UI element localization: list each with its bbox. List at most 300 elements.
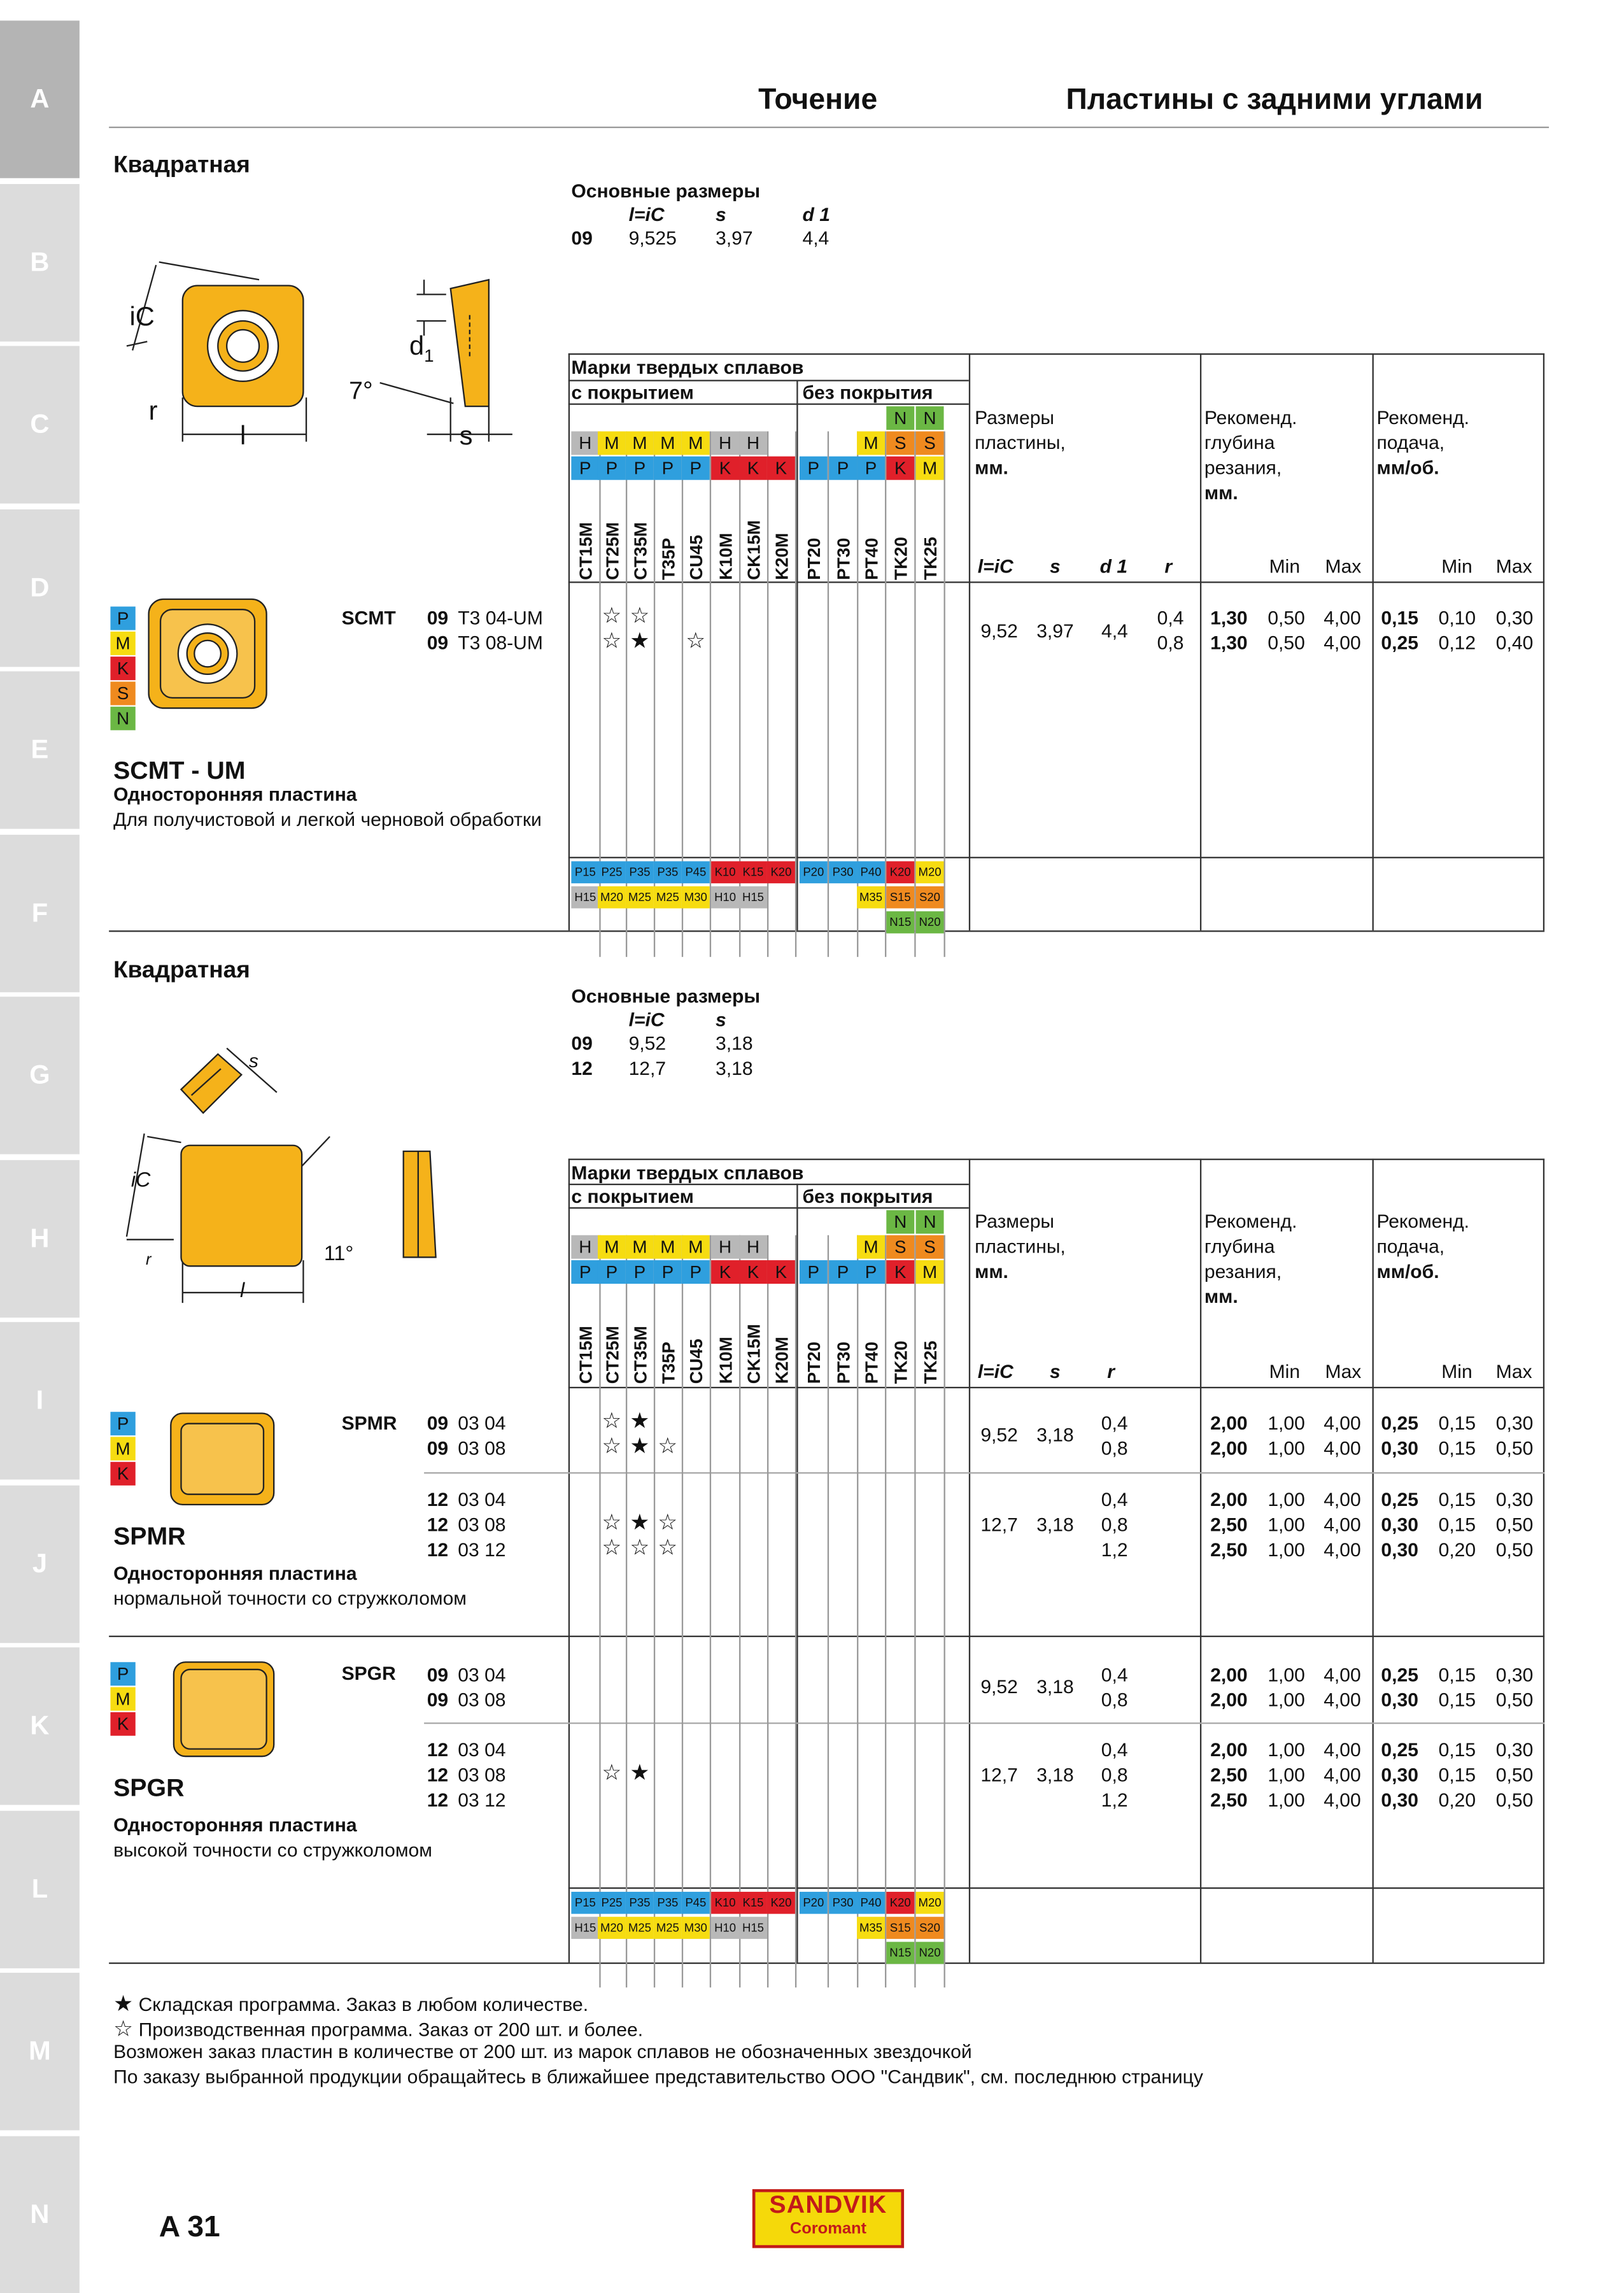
drawing1-angle-label: 7° bbox=[349, 376, 373, 405]
t1-h-5: H bbox=[711, 431, 739, 455]
scmt-r2-cu45: ☆ bbox=[686, 628, 706, 654]
spmr-row-f-min: 0,15 bbox=[1438, 1513, 1476, 1536]
spmr-row-f-min: 0,15 bbox=[1438, 1488, 1476, 1511]
spmr-row-size: 09 bbox=[427, 1437, 449, 1459]
spmr-1208-ct25m: ☆ bbox=[602, 1510, 622, 1536]
t1-p-5: K bbox=[711, 457, 739, 480]
spmr-row-code: 03 04 bbox=[458, 1412, 506, 1434]
t1-grade-5: K10M bbox=[716, 532, 737, 580]
header-divider bbox=[109, 127, 1549, 128]
side-tab-N[interactable]: N bbox=[0, 2136, 80, 2293]
t1-depth-title-4: мм. bbox=[1204, 481, 1238, 504]
spmr-row-code: 03 08 bbox=[458, 1437, 506, 1459]
scmt-row-f: 0,25 bbox=[1381, 631, 1418, 654]
section2-dims-s-2: 3,18 bbox=[716, 1057, 753, 1079]
scmt-row-r: 0,4 bbox=[1157, 606, 1184, 629]
t1-sizes-title-2: пластины, bbox=[975, 431, 1066, 454]
spgr-s: 3,18 bbox=[1036, 1763, 1074, 1786]
side-tab-L[interactable]: L bbox=[0, 1810, 80, 1968]
t2-footer-row2-3: M25 bbox=[654, 1917, 682, 1939]
t1-feed-title-2: подача, bbox=[1376, 431, 1445, 454]
spgr-row-f: 0,30 bbox=[1381, 1789, 1418, 1811]
spmr-row-r: 0,8 bbox=[1101, 1437, 1128, 1459]
spmr-row-f: 0,30 bbox=[1381, 1513, 1418, 1536]
t2-grade-9: PT30 bbox=[833, 1341, 854, 1384]
t1-footer-row1-2: P35 bbox=[626, 862, 654, 884]
t2-footer-row3-11: N15 bbox=[886, 1942, 914, 1964]
spgr-row-ap-max: 4,00 bbox=[1324, 1738, 1361, 1761]
t2-p-3: P bbox=[654, 1260, 682, 1284]
t1-grade-2: CT35M bbox=[630, 522, 651, 580]
spgr-row-f-max: 0,50 bbox=[1495, 1688, 1534, 1711]
t2-p-11: K bbox=[886, 1260, 914, 1284]
t1-feed-title-1: Рекоменд. bbox=[1376, 406, 1470, 429]
t1-depth-title-2: глубина bbox=[1204, 431, 1275, 454]
spgr-row-f: 0,25 bbox=[1381, 1663, 1418, 1686]
spmr-row-ap: 2,00 bbox=[1210, 1412, 1248, 1434]
t1-footer-row2-11: S15 bbox=[886, 886, 914, 909]
spmr-row-f-max: 0,50 bbox=[1495, 1513, 1534, 1536]
t1-p-4: P bbox=[682, 457, 710, 480]
side-tab-D[interactable]: D bbox=[0, 509, 80, 666]
drawing2-l-label: l bbox=[239, 1277, 245, 1302]
spmr-1208-ct35m: ★ bbox=[630, 1510, 650, 1536]
page-title: Пластины с задними углами bbox=[1066, 83, 1483, 117]
t2-footer-row1-5: K10 bbox=[711, 1892, 739, 1914]
section2-dims-s-1: 3,18 bbox=[716, 1032, 753, 1054]
t1-p-7: K bbox=[767, 457, 795, 480]
spmr-0908-ct35m: ★ bbox=[630, 1433, 650, 1459]
spgr-row-f-max: 0,50 bbox=[1495, 1789, 1534, 1811]
scmt-s: 3,97 bbox=[1036, 620, 1074, 642]
spgr-row-f: 0,30 bbox=[1381, 1688, 1418, 1711]
drawing1-ic-label: iC bbox=[129, 301, 155, 332]
t1-footer-row2-5: H10 bbox=[711, 886, 739, 909]
iso-P: P bbox=[110, 607, 135, 630]
t2-grades-title: Марки твердых сплавов bbox=[571, 1161, 804, 1184]
t1-col-s: s bbox=[1050, 555, 1061, 578]
t2-sizes-title-1: Размеры bbox=[975, 1210, 1055, 1233]
t2-p-9: P bbox=[829, 1260, 857, 1284]
scmt-row-ap-max: 4,00 bbox=[1324, 631, 1361, 654]
t1-footer-row2-0: H15 bbox=[571, 886, 599, 909]
t2-footer-row1-3: P35 bbox=[654, 1892, 682, 1914]
section1-dims-title: Основные размеры bbox=[571, 180, 761, 202]
spmr-row-f-max: 0,30 bbox=[1495, 1412, 1534, 1434]
spgr-row-ap-max: 4,00 bbox=[1324, 1789, 1361, 1811]
t2-depth-title-3: резания, bbox=[1204, 1260, 1282, 1282]
scmt-row-r: 0,8 bbox=[1157, 631, 1184, 654]
t1-h-10: M bbox=[857, 431, 885, 455]
section2-dims-size-1: 09 bbox=[571, 1032, 593, 1054]
section2-dims-h1: l=iC bbox=[628, 1008, 665, 1031]
t2-footer-row1-0: P15 bbox=[571, 1892, 599, 1914]
t1-sizes-title-1: Размеры bbox=[975, 406, 1055, 429]
spgr-row-ap-max: 4,00 bbox=[1324, 1663, 1361, 1686]
spmr-row-size: 12 bbox=[427, 1488, 449, 1511]
drawing1-s-label: s bbox=[459, 421, 473, 451]
t2-grade-6: CK15M bbox=[743, 1324, 765, 1384]
t2-footer-row1-9: P30 bbox=[829, 1892, 857, 1914]
scmt-row-f-max: 0,30 bbox=[1495, 606, 1534, 629]
t2-h-3: M bbox=[654, 1235, 682, 1259]
page-number: A 31 bbox=[159, 2211, 220, 2244]
scmt-desc-bold: Односторонняя пластина bbox=[113, 783, 357, 806]
spmr-1208-t35p: ☆ bbox=[658, 1510, 678, 1536]
iso-M: M bbox=[110, 1687, 135, 1711]
t1-footer-row2-1: M20 bbox=[598, 886, 626, 909]
t2-footer-row2-10: M35 bbox=[857, 1917, 885, 1939]
spgr-row-code: 03 08 bbox=[458, 1688, 506, 1711]
t2-footer-row2-11: S15 bbox=[886, 1917, 914, 1939]
t1-footer-row1-3: P35 bbox=[654, 862, 682, 884]
t1-footer-row3-12: N20 bbox=[916, 911, 944, 934]
scmt-row-ap-min: 0,50 bbox=[1267, 631, 1305, 654]
spmr-row-code: 03 08 bbox=[458, 1513, 506, 1536]
scmt-r2-ct35m: ★ bbox=[630, 628, 650, 654]
iso-N: N bbox=[110, 707, 135, 730]
spmr-row-ap-max: 4,00 bbox=[1324, 1513, 1361, 1536]
spmr-row-f: 0,25 bbox=[1381, 1488, 1418, 1511]
t1-grade-12: TK25 bbox=[920, 537, 941, 580]
spgr-row-ap: 2,00 bbox=[1210, 1663, 1248, 1686]
spgr-row-ap-min: 1,00 bbox=[1267, 1663, 1305, 1686]
t1-p-3: P bbox=[654, 457, 682, 480]
spgr-row-r: 0,8 bbox=[1101, 1763, 1128, 1786]
spmr-0904-ct25m: ☆ bbox=[602, 1409, 622, 1434]
t2-h-11: S bbox=[886, 1235, 914, 1259]
section1-dims-size: 09 bbox=[571, 227, 593, 249]
t1-grade-1: CT25M bbox=[602, 522, 623, 580]
scmt-row-ap-max: 4,00 bbox=[1324, 606, 1361, 629]
t1-p-11: K bbox=[886, 457, 914, 480]
scmt-r1-ct35m: ☆ bbox=[630, 603, 650, 629]
spgr-row-f-min: 0,15 bbox=[1438, 1763, 1476, 1786]
drawing1-d1-label: $d_1$ bbox=[409, 331, 434, 366]
scmt-code: SCMT bbox=[341, 606, 396, 629]
section2-dims-title: Основные размеры bbox=[571, 984, 761, 1007]
scmt-row-code: T3 04-UM bbox=[458, 606, 543, 629]
section1-dims-h2: s bbox=[716, 203, 726, 225]
spgr-s: 3,18 bbox=[1036, 1675, 1074, 1698]
spgr-code: SPGR bbox=[341, 1662, 396, 1684]
t2-h-0: H bbox=[571, 1235, 599, 1259]
scmt-row-f-max: 0,40 bbox=[1495, 631, 1534, 654]
spmr-1212-ct25m: ☆ bbox=[602, 1535, 622, 1561]
side-tab-G[interactable]: G bbox=[0, 997, 80, 1154]
spgr-row-r: 0,4 bbox=[1101, 1738, 1128, 1761]
iso-K: K bbox=[110, 657, 135, 680]
spmr-row-f: 0,30 bbox=[1381, 1538, 1418, 1561]
t1-sizes-title-3: мм. bbox=[975, 456, 1008, 479]
spmr-insert-icon bbox=[165, 1409, 283, 1512]
spmr-row-ap-min: 1,00 bbox=[1267, 1437, 1305, 1459]
t2-uncoated: без покрытия bbox=[802, 1185, 933, 1207]
spmr-technical-drawing bbox=[115, 1030, 468, 1310]
t1-grade-7: K20M bbox=[771, 532, 793, 580]
t2-footer-row2-5: H10 bbox=[711, 1917, 739, 1939]
spmr-row-code: 03 12 bbox=[458, 1538, 506, 1561]
scmt-row-ap-min: 0,50 bbox=[1267, 606, 1305, 629]
section-title: Точение bbox=[758, 83, 878, 117]
t2-grade-0: CT15M bbox=[575, 1326, 597, 1384]
t1-grade-9: PT30 bbox=[833, 537, 854, 580]
t2-footer-row2-4: M30 bbox=[682, 1917, 710, 1939]
section1-dims-ic: 9,525 bbox=[628, 227, 677, 249]
t2-col-f-min: Min bbox=[1441, 1360, 1472, 1382]
spgr-1208-ct25m: ☆ bbox=[602, 1761, 622, 1786]
scmt-name: SCMT - UM bbox=[113, 756, 246, 785]
t2-footer-row1-12: M20 bbox=[916, 1892, 944, 1914]
t2-footer-row2-12: S20 bbox=[916, 1917, 944, 1939]
scmt-row-ap: 1,30 bbox=[1210, 631, 1248, 654]
spmr-row-size: 12 bbox=[427, 1538, 449, 1561]
spmr-row-ap: 2,00 bbox=[1210, 1437, 1248, 1459]
t2-grade-3: T35P bbox=[658, 1341, 679, 1384]
t2-h-5: H bbox=[711, 1235, 739, 1259]
t2-col-ap-max: Max bbox=[1325, 1360, 1362, 1382]
t2-footer-row1-7: K20 bbox=[767, 1892, 795, 1914]
t1-p-12: M bbox=[916, 457, 944, 480]
t2-grade-11: TK20 bbox=[891, 1340, 912, 1384]
spgr-row-f: 0,30 bbox=[1381, 1763, 1418, 1786]
side-tab-H[interactable]: H bbox=[0, 1160, 80, 1317]
t1-depth-title-1: Рекоменд. bbox=[1204, 406, 1297, 429]
spgr-row-code: 03 04 bbox=[458, 1738, 506, 1761]
legend-note-2: По заказу выбранной продукции обращайтесь в ближайшее представительство ООО "Сандвик", см. последнюю страницу bbox=[113, 2065, 1203, 2088]
t2-p-10: P bbox=[857, 1260, 885, 1284]
spgr-row-f-max: 0,30 bbox=[1495, 1738, 1534, 1761]
spmr-row-ap-min: 1,00 bbox=[1267, 1488, 1305, 1511]
iso-K: K bbox=[110, 1712, 135, 1736]
spgr-row-code: 03 08 bbox=[458, 1763, 506, 1786]
spmr-desc: нормальной точности со стружколомом bbox=[113, 1587, 467, 1610]
t2-footer-row1-1: P25 bbox=[598, 1892, 626, 1914]
spmr-row-ap-min: 1,00 bbox=[1267, 1538, 1305, 1561]
t1-footer-row1-4: P45 bbox=[682, 862, 710, 884]
drawing2-ic-label: iC bbox=[131, 1167, 151, 1191]
spmr-1212-t35p: ☆ bbox=[658, 1535, 678, 1561]
spmr-row-ap: 2,00 bbox=[1210, 1488, 1248, 1511]
scmt-desc: Для получистовой и легкой черновой обработки bbox=[113, 808, 542, 830]
scmt-insert-icon bbox=[143, 596, 275, 714]
t2-h-2: M bbox=[626, 1235, 654, 1259]
scmt-r1-ct25m: ☆ bbox=[602, 603, 622, 629]
t1-h-11: S bbox=[886, 431, 914, 455]
spgr-row-r: 0,8 bbox=[1101, 1688, 1128, 1711]
t2-h-10: M bbox=[857, 1235, 885, 1259]
spmr-ic: 12,7 bbox=[980, 1513, 1018, 1536]
scmt-row-ap: 1,30 bbox=[1210, 606, 1248, 629]
spmr-row-size: 09 bbox=[427, 1412, 449, 1434]
side-tab-K[interactable]: K bbox=[0, 1647, 80, 1805]
t1-grade-0: CT15M bbox=[575, 522, 597, 580]
t2-footer-row1-11: K20 bbox=[886, 1892, 914, 1914]
t1-footer-row1-10: P40 bbox=[857, 862, 885, 884]
spmr-row-f-max: 0,50 bbox=[1495, 1538, 1534, 1561]
t2-col-ap-min: Min bbox=[1269, 1360, 1301, 1382]
t2-grade-12: TK25 bbox=[920, 1340, 941, 1384]
t1-footer-row1-1: P25 bbox=[598, 862, 626, 884]
t2-col-r: r bbox=[1107, 1360, 1115, 1382]
t1-p-10: P bbox=[857, 457, 885, 480]
t2-feed-title-2: подача, bbox=[1376, 1235, 1445, 1258]
scmt-row-size: 09 bbox=[427, 606, 449, 629]
t2-footer-row3-12: N20 bbox=[916, 1942, 944, 1964]
t2-footer-row1-10: P40 bbox=[857, 1892, 885, 1914]
t1-col-ap-min: Min bbox=[1269, 555, 1301, 578]
t2-p-12: M bbox=[916, 1260, 944, 1284]
t1-feed-title-3: мм/об. bbox=[1376, 456, 1439, 479]
t2-p-7: K bbox=[767, 1260, 795, 1284]
t1-h-2: M bbox=[626, 431, 654, 455]
t1-h-4: M bbox=[682, 431, 710, 455]
t1-footer-row2-4: M30 bbox=[682, 886, 710, 909]
iso-P: P bbox=[110, 1412, 135, 1435]
spgr-row-ap-max: 4,00 bbox=[1324, 1763, 1361, 1786]
t2-p-6: K bbox=[739, 1260, 767, 1284]
t2-col-ic: l=iC bbox=[977, 1360, 1013, 1382]
t2-grade-10: PT40 bbox=[861, 1341, 882, 1384]
spgr-row-code: 03 12 bbox=[458, 1789, 506, 1811]
t2-depth-title-2: глубина bbox=[1204, 1235, 1275, 1258]
t2-h-1: M bbox=[598, 1235, 626, 1259]
scmt-row-code: T3 08-UM bbox=[458, 631, 543, 654]
t2-col-s: s bbox=[1050, 1360, 1061, 1382]
side-tab-M[interactable]: M bbox=[0, 1973, 80, 2130]
spgr-row-f-min: 0,15 bbox=[1438, 1663, 1476, 1686]
spgr-row-ap-max: 4,00 bbox=[1324, 1688, 1361, 1711]
spgr-row-ap-min: 1,00 bbox=[1267, 1763, 1305, 1786]
t1-grades-title: Марки твердых сплавов bbox=[571, 356, 804, 379]
scmt-row-f-min: 0,12 bbox=[1438, 631, 1476, 654]
spmr-row-f-max: 0,30 bbox=[1495, 1488, 1534, 1511]
spmr-row-code: 03 04 bbox=[458, 1488, 506, 1511]
spgr-row-ap: 2,00 bbox=[1210, 1688, 1248, 1711]
spmr-name: SPMR bbox=[113, 1522, 186, 1551]
t2-depth-title-4: мм. bbox=[1204, 1285, 1238, 1308]
spgr-insert-icon bbox=[165, 1658, 283, 1763]
spmr-row-f: 0,30 bbox=[1381, 1437, 1418, 1459]
spgr-row-r: 0,4 bbox=[1101, 1663, 1128, 1686]
spgr-row-f: 0,25 bbox=[1381, 1738, 1418, 1761]
drawing1-r-label: r bbox=[148, 395, 158, 426]
t2-p-4: P bbox=[682, 1260, 710, 1284]
spmr-row-f-min: 0,15 bbox=[1438, 1412, 1476, 1434]
t2-sizes-title-2: пластины, bbox=[975, 1235, 1066, 1258]
t1-footer-row1-8: P20 bbox=[800, 862, 828, 884]
spgr-row-code: 03 04 bbox=[458, 1663, 506, 1686]
t1-footer-row1-11: K20 bbox=[886, 862, 914, 884]
spmr-row-ap-max: 4,00 bbox=[1324, 1488, 1361, 1511]
section2-dims-h2: s bbox=[716, 1008, 726, 1031]
t2-grade-5: K10M bbox=[716, 1337, 737, 1384]
spmr-row-ap-min: 1,00 bbox=[1267, 1412, 1305, 1434]
drawing1-l-label: l bbox=[239, 421, 246, 451]
spmr-row-f-min: 0,20 bbox=[1438, 1538, 1476, 1561]
scmt-row-f-min: 0,10 bbox=[1438, 606, 1476, 629]
t2-feed-title-1: Рекоменд. bbox=[1376, 1210, 1470, 1233]
t2-p-8: P bbox=[800, 1260, 828, 1284]
t2-grade-4: CU45 bbox=[686, 1338, 707, 1384]
t1-p-0: P bbox=[571, 457, 599, 480]
t1-footer-row1-7: K20 bbox=[767, 862, 795, 884]
t2-sizes-title-3: мм. bbox=[975, 1260, 1008, 1282]
scmt-row-size: 09 bbox=[427, 631, 449, 654]
t1-p-9: P bbox=[829, 457, 857, 480]
t2-footer-row1-2: P35 bbox=[626, 1892, 654, 1914]
t1-footer-row2-12: S20 bbox=[916, 886, 944, 909]
sandvik-logo: SANDVIK Coromant bbox=[752, 2189, 904, 2248]
side-tab-B[interactable]: B bbox=[0, 183, 80, 341]
spmr-row-size: 12 bbox=[427, 1513, 449, 1536]
spgr-ic: 9,52 bbox=[980, 1675, 1018, 1698]
t1-h-6: H bbox=[739, 431, 767, 455]
spmr-row-f-max: 0,50 bbox=[1495, 1437, 1534, 1459]
spgr-row-ap-min: 1,00 bbox=[1267, 1688, 1305, 1711]
t2-col-f-max: Max bbox=[1495, 1360, 1532, 1382]
t1-col-ic: l=iC bbox=[977, 555, 1013, 578]
t2-grade-8: PT20 bbox=[803, 1341, 825, 1384]
spgr-row-ap: 2,00 bbox=[1210, 1738, 1248, 1761]
side-tab-C[interactable]: C bbox=[0, 346, 80, 503]
t1-col-d1: d 1 bbox=[1099, 555, 1128, 578]
side-tab-F[interactable]: F bbox=[0, 834, 80, 991]
spgr-desc: высокой точности со стружколомом bbox=[113, 1838, 432, 1861]
spgr-name: SPGR bbox=[113, 1773, 185, 1802]
scmt-r2-ct25m: ☆ bbox=[602, 628, 622, 654]
spmr-row-ap-min: 1,00 bbox=[1267, 1513, 1305, 1536]
t1-grade-10: PT40 bbox=[861, 537, 882, 580]
t2-grade-1: CT25M bbox=[602, 1326, 623, 1384]
spgr-row-ap: 2,50 bbox=[1210, 1789, 1248, 1811]
t1-p-1: P bbox=[598, 457, 626, 480]
t1-footer-row1-5: K10 bbox=[711, 862, 739, 884]
t2-depth-title-1: Рекоменд. bbox=[1204, 1210, 1297, 1233]
t1-footer-row1-0: P15 bbox=[571, 862, 599, 884]
t2-footer-row2-2: M25 bbox=[626, 1917, 654, 1939]
t2-footer-row1-6: K15 bbox=[739, 1892, 767, 1914]
t2-h-12: S bbox=[916, 1235, 944, 1259]
side-tab-A[interactable]: A bbox=[0, 20, 80, 178]
t1-footer-row1-9: P30 bbox=[829, 862, 857, 884]
drawing2-angle-label: 11° bbox=[323, 1241, 354, 1265]
t1-footer-row1-12: M20 bbox=[916, 862, 944, 884]
spmr-s: 3,18 bbox=[1036, 1423, 1074, 1446]
side-tab-E[interactable]: E bbox=[0, 671, 80, 828]
spgr-row-size: 09 bbox=[427, 1688, 449, 1711]
spgr-row-f-min: 0,20 bbox=[1438, 1789, 1476, 1811]
t1-footer-row2-3: M25 bbox=[654, 886, 682, 909]
t2-grade-2: CT35M bbox=[630, 1326, 651, 1384]
spgr-row-ap-min: 1,00 bbox=[1267, 1789, 1305, 1811]
t1-h-1: M bbox=[598, 431, 626, 455]
t1-col-f-min: Min bbox=[1441, 555, 1472, 578]
spgr-row-size: 12 bbox=[427, 1763, 449, 1786]
side-tab-J[interactable]: J bbox=[0, 1485, 80, 1642]
legend-stock: ★ Складская программа. Заказ в любом количестве. bbox=[113, 1992, 589, 2017]
iso-M: M bbox=[110, 1437, 135, 1461]
spgr-row-f-min: 0,15 bbox=[1438, 1688, 1476, 1711]
scmt-d1: 4,4 bbox=[1101, 620, 1128, 642]
spgr-row-f-min: 0,15 bbox=[1438, 1738, 1476, 1761]
iso-M: M bbox=[110, 632, 135, 655]
side-tab-I[interactable]: I bbox=[0, 1322, 80, 1479]
iso-K: K bbox=[110, 1462, 135, 1486]
iso-S: S bbox=[110, 681, 135, 705]
spgr-ic: 12,7 bbox=[980, 1763, 1018, 1786]
spmr-square-shape bbox=[181, 1146, 302, 1267]
